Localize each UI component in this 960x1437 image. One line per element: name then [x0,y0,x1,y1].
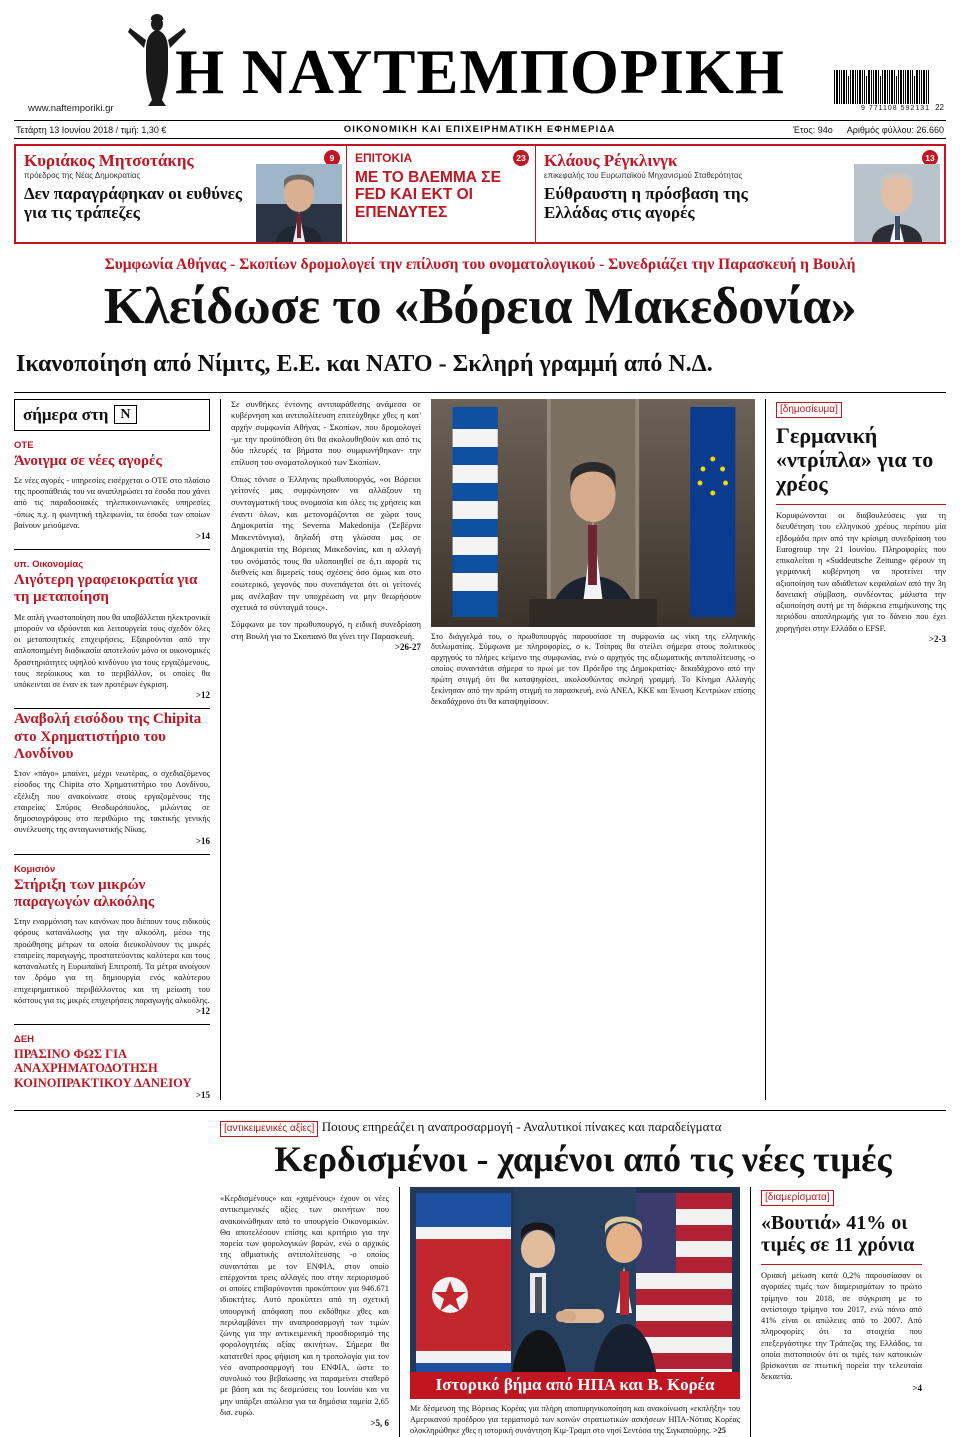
promo-label: ΕΠΙΤΟΚΙΑ [355,151,413,165]
item-text: Στον «πάγο» μπαίνει, μέχρι νεωτέρας, ο σχεδιαζόμενος είσοδος της Chipita στο Χρηματιστήριο του Λονδίνου, εξέλιξη που ανακοίνωσε στους εργαζομένους της εταιρείας Σπύρος Θεοδωρόπουλος, μιλώντας σε δημοσιογράφους στο περιθώριο της τακτικής γενικής συνέλευσης της ανταγωνιστικής Νίκας. [14,769,210,835]
today-box [14,399,210,431]
divider-rule [14,708,210,709]
main-story-column [220,399,766,1101]
lead-subheadline: Ικανοποίηση από Νίμιτς, Ε.Ε. και ΝΑΤΟ - Σκληρή γραμμή από Ν.Δ. [16,350,713,377]
item-headline: Άνοιγμα σε νέες αγορές [14,452,162,469]
main-story-paragraph-1: Σε συνθήκες έντονης αντιπαράθεσης ανάμεσα σε κυβέρνηση και αντιπολίτευση επιτεύχθηκε χθες η κατ' αρχήν συμφωνία Αθήνας - Σκοπίων, που δρομολογεί -με την προϋπόθεση ότι θα ακολουθηθούν και από τις δύο πλευρές τα βήματα που συμφωνήθηκαν- την επίλυση του ονοματολογικού των Σκοπίων. [231,398,421,468]
lead-kicker: Συμφωνία Αθήνας - Σκοπίων δρομολογεί την επίλυση του ονοματολογικού - Συνεδριάζει την Παρασκευή η Βουλή [104,256,856,273]
story-tag: [δημοσίευμα] [776,402,842,418]
issue-meta [793,125,944,135]
story-page-ref: >2-3 [928,633,946,644]
today-item[interactable] [14,440,210,542]
lower-photo-column [410,1187,740,1436]
page-badge: 9 [324,150,340,166]
story-text: Κορυφώνονται οι διαβουλεύσεις για τη διευθέτηση του ελληνικού χρέους περίπου μία εβδομάδα πριν από την κρίσιμη συνεδρίαση του Eurogroup την 21 Ιουνίου. Πληροφορίες που επικαλείται η «Suddeutsche Zeitung» φέρουν τη γερμανική κυβέρνηση να προτείνει την αξιοποίηση των αδιάθετων κεφαλαίων από την 3η δανειακή σύμβαση, συνδέοντας μάλιστα την αξιοποίηση αυτή με τη διάρκεια επιμήκυνσης της περιόδου αποπληρωμής για το δάνειο που έχει χορηγήσει στην Ελλάδα ο EFSF. [776,511,946,633]
info-bar [14,120,946,139]
today-item[interactable] [14,1034,210,1100]
item-headline: Λιγότερη γραφειοκρατία για τη μεταποίηση [14,572,198,606]
lower-kicker-row [220,1119,946,1137]
item-page-ref: >12 [195,1006,210,1017]
page-badge: 23 [513,150,529,166]
lower-right-ref: >4 [912,1382,922,1393]
promo-person-name: Κυριάκος Μητσοτάκης [24,151,194,170]
lower-grid [220,1187,946,1436]
main-story-paragraph-3: Σύμφωνα με τον πρωθυπουργό, η ειδική συνεδρίαση στη Βουλή για το Σκοπιανό θα γίνει την Παρασκευή. [231,618,421,641]
lower-right-text: Οριακή μείωση κατά 0,2% παρουσίασαν οι αγοραίες τιμές των διαμερισμάτων το πρώτο τρίμηνο του 2018, σε σύγκριση με το αντίστοιχο τρίμηνο του 2017, ενώ πάνω από 41% είναι οι απώλειες από το 2007. Από πληροφορίες ότι τα στοιχεία που επεξεργάστηκε την Τράπεζας της Ελλάδος, τα οποία πιστοποιούν ότι οι τιμές των κατοικιών βρίσκονται σε πτωτική πορεία την τελευταία δεκαετία. [761,1271,922,1382]
item-headline: ΠΡΑΣΙΝΟ ΦΩΣ ΓΙΑ ΑΝΑΧΡΗΜΑΤΟΔΟΤΗΣΗ ΚΟΙΝΟΠΡΑΚΤΙΚΟΥ ΔΑΝΕΙΟΥ [14,1047,192,1090]
promo-item-regling[interactable] [536,146,944,242]
paper-descriptor: ΟΙΚΟΝΟΜΙΚΗ ΚΑΙ ΕΠΙΧΕΙΡΗΜΑΤΙΚΗ ΕΦΗΜΕΡΙΔΑ [343,124,616,135]
item-headline: Στήριξη των μικρών παραγωγών αλκοόλης [14,876,155,910]
issue-year: Έτος: 94ο [792,124,833,135]
section-label: ΟΤΕ [14,439,34,451]
lower-text-column [220,1187,400,1436]
promo-person-role: πρόεδρος της Νέας Δημοκρατίας [24,170,141,180]
today-logo-letter: N [114,405,136,424]
promo-item-rates[interactable] [346,146,536,242]
divider-rule [14,1024,210,1025]
photo-banner-text: Ιστορικό βήμα από ΗΠΑ και Β. Κορέα [410,1372,740,1399]
divider-rule [14,392,946,393]
item-text: Σε νέες αγορές - υπηρεσίες εισέρχεται ο ΟΤΕ στο πλαίσιο της προσπάθειάς του να αναπληρώσει τα έσοδα που χάνει από τις παραδοσιακές τηλεπικοινωνιακές υπηρεσίες -όπως π.χ. η φωνητική τηλεφωνία, τα έσοδα των οποίων βαίνουν μειούμενα. [14,475,210,530]
main-photo-wrapper [431,399,755,708]
page-badge: 13 [922,150,938,166]
lower-section [14,1110,946,1436]
lower-photo-caption [410,1404,740,1436]
promo-item-mitsotakis[interactable] [16,146,346,242]
main-story-paragraph-2: Όπως τόνισε ο Έλληνας πρωθυπουργός, «οι Βόρειοι γείτονές μας συμφώνησαν να αλλάξουν τη συνταγματική τους ονομασία και όλες τις χρήσεις και έναντι όλων, και μετονομάζονται σε χώρα τους Δημοκρατία της Severna Makedonija (Σεβέρνα Μακεντόνιγια), δηλαδή στη γλώσσα μας σε Δημοκρατία της Βόρειας Μακεδονίας, και η αλλαγή του ονόματός τους θα υλοποιηθεί σε ό,τι αφορά τις διεθνείς και διμερείς τους σχέσεις όσο όμως και στο εσωτερικό, γεγονός που συνεπάγεται ότι οι γείτονές μας ανέλαβαν την υποχρέωση να μην θεωρήσουν σχετικά το σύνταγμά τους». [231,473,421,613]
section-label: υπ. Οικονομίας [14,559,84,571]
section-label: Κομισιόν [14,863,56,875]
lower-right-headline: «Βουτιά» 41% οι τιμές σε 11 χρόνια [761,1212,915,1257]
item-headline: Αναβολή εισόδου της Chipita στο Χρηματιστήριο του Λονδίνου [14,711,202,762]
lower-right-tag: [διαμερίσματα] [761,1190,834,1206]
item-page-ref: >14 [195,531,210,542]
lead-headline: Κλείδωσε το «Βόρεια Μακεδονία» [103,278,857,335]
barcode-side-number: 22 [935,103,944,112]
story-headline: Γερμανική «ντρίπλα» για το χρέος [776,422,934,496]
promo-photo-regling [854,164,940,242]
lower-story-tag: [αντικειμενικές αξίες] [220,1121,318,1137]
lower-main-story [220,1119,946,1436]
lower-headline: Κερδισμένοι - χαμένοι από τις νέες τιμές [274,1139,892,1180]
main-story-text [231,399,421,708]
lower-column-ref: >5, 6 [370,1418,389,1429]
lower-photo-ref: >25 [713,1425,726,1435]
today-item[interactable] [14,559,210,700]
item-text: Με απλή γνωστοποίηση που θα υποβάλλεται ηλεκτρονικά μπορούν να ιδρύονται και λειτουργεία τους σχεδόν όλες οι μεταποιητικές επιχειρήσεις. Εξαιρούνται από την απλοποιημένη διαδικασία αποτελούν μόνο οι οικονομικές δραστηριότητες υψηλού κινδύνου για τους εργαζόμενους, τους περίοικους και το περιβάλλον, οι οποίες θα υπόκεινται σε έναν εκ των προτέρων έγκριση. [14,612,210,690]
lower-photo-caption-text: Με δέσμευση της Βόρειας Κορέας για πλήρη αποπυρηνικοποίηση και ανακοίνωση «εκπλήξη» του Αμερικανού προέδρου για τερματισμό των κοινών στρατιωτικών ασκήσεων ΗΠΑ-Νότιας Κορέας ολοκληρώθηκε χθες η ιστορική συνάντηση Κιμ-Τραμπ στο νησί Σεντόσα της Σιγκαπούρης. [410,1404,740,1435]
issue-number: Αριθμός φύλλου: 26.660 [846,124,944,135]
item-page-ref: >12 [195,690,210,701]
promo-headline: Εύθραυστη η πρόσβαση της Ελλάδας στις αγορές [544,183,748,222]
promo-person-name: Κλάους Ρέγκλινγκ [544,151,678,170]
page-title: Η ΝΑΥΤΕΜΠΟΡΙΚΗ [175,37,785,107]
main-photo-caption: Στο διάγγελμά του, ο πρωθυπουργός παρουσίασε τη συμφωνία ως νίκη της ελληνικής διπλωματίας. Σύμφωνα με πληροφορίες, ο κ. Τσίπρας θα στείλει σήμερα στους πολιτικούς αρχηγούς το πλήρες κείμενο της συμφωνίας, ενώ ο αρχηγός της αξιωματικής αντιπολίτευσης -ο οποίος συναντάται σήμερα το πρωί με τον Πρόεδρο της Δημοκρατίας- δεκαδάχρονο από την πρώτη στιγμή ότι θα καταψηφίσει, ακολουθώντας σκληρή γραμμή. Το Κίνημα Αλλαγής ξεκίνησαν από την πρώτη στιγμή το παρασκευή, ενώ ΑΝΕΛ, ΚΚΕ και Ένωση Κεντρώων επίσης δεκαδάχρονο ότι θα καταψηφίσουν. [431,631,755,706]
lower-right-story[interactable] [750,1187,922,1436]
main-story-page-ref: >26-27 [394,642,421,653]
promo-headline: ΜΕ ΤΟ ΒΛΕΜΜΑ ΣΕ FED ΚΑΙ ΕΚΤ ΟΙ ΕΠΕΝΔΥΤΕΣ [355,168,501,221]
promo-photo-mitsotakis [256,164,342,242]
lower-column-text: «Κερδισμένους» και «χαμένους» έχουν οι νέες αντικειμενικές αξίες των ακινήτων που ανακοινώθηκαν από το υπουργείο Οικονομικών. Θα αποτελέσουν επίσης και κριτήριο για την πορεία των φορολογικών βαρών, ενώ ο αρχικός της αθμιατικής αντιπολίτευσης -ο οποίος συναντάται με τον ΕΝΦΙΑ, στον οποίο επέρχονται τρεις αλλαγές που στην περιορισμού οι οποίες επιβαρύνονται προκύπτουν για 946.671 ιδιοκτήτες. Αυτό προκύπτει από τη σχετική υπουργική απόφαση που εκδόθηκε χθες και περιλαμβάνει την αναπροσαρμογή των τιμών ζώνης για την αντικειμενική προσδιορισμό της φορολογητέας αξίας ακινήτων. Σήμερα θα κατατεθεί προς φήφιση και η τροπολογία για τον νέο αναπροσαρμογή του ΕΝΦΙΑ, ώστε το συνολικό του βεβαίωσης να παραμείνει σταθερό με βάση και τις δεσμεύσεις του Ιουνίου και να μην υπάρξει απώλεια για τα δημόσια ταμεία 2,65 δισ. ευρώ. [220,1194,389,1417]
divider-rule [776,504,946,505]
secondary-story-column[interactable] [766,399,946,1101]
barcode-number: 9 771108 592131 [861,105,930,112]
item-page-ref: >15 [195,1090,210,1101]
divider-rule [761,1264,922,1265]
item-text: Στην εναρμόνιση των κανόνων που διέπουν τους ειδικούς φόρους κατανάλωσης για την αλκοόλη, μέσω της προώθησης μέτρων τα οποία διευκολύνουν τις μικρές εταιρείες παραγωγής, προστατεύοντας καλύτερα και τους καταναλωτές η Ευρωπαϊκή Επιτροπή. Τα μέτρα ανοίγουν τον δρόμο για τη δημιουργία ενός καλύτερου επιχειρηματικού περιβάλλοντος και τη μείωση του κόστους για τις μικρές επιχειρήσεις παραγωγής αλκοόλης. [14,917,210,1005]
issue-date: Τετάρτη 13 Ιουνίου 2018 / τιμή: 1,30 € [16,124,167,135]
today-label: σήμερα στη [23,404,109,424]
top-promo-strip [14,144,946,244]
divider-rule [14,854,210,855]
promo-person-role: επικεφαλής του Ευρωπαϊκού Μηχανισμού Σταθερότητας [544,170,743,180]
masthead [14,0,946,120]
item-page-ref: >16 [195,835,210,846]
website-url: www.naftemporiki.gr [28,103,114,114]
hermes-statue-logo [122,10,192,106]
divider-rule [14,549,210,550]
today-column [14,399,220,1101]
barcode-bars [834,70,930,104]
main-content-grid [14,399,946,1101]
trump-kim-summit-photo [410,1187,740,1399]
today-item[interactable] [14,864,210,1017]
promo-headline: Δεν παραγράφηκαν οι ευθύνες για τις τράπεζες [24,183,243,222]
section-label: ΔΕΗ [14,1034,35,1046]
tsipras-address-photo [431,399,755,627]
lower-kicker-text: Ποιους επηρεάζει η αναπροσαρμογή - Αναλυτικοί πίνακες και παραδείγματα [321,1119,722,1135]
barcode [834,70,930,112]
lower-spacer [14,1119,220,1436]
main-story-top [231,399,755,708]
today-item[interactable] [14,711,210,845]
